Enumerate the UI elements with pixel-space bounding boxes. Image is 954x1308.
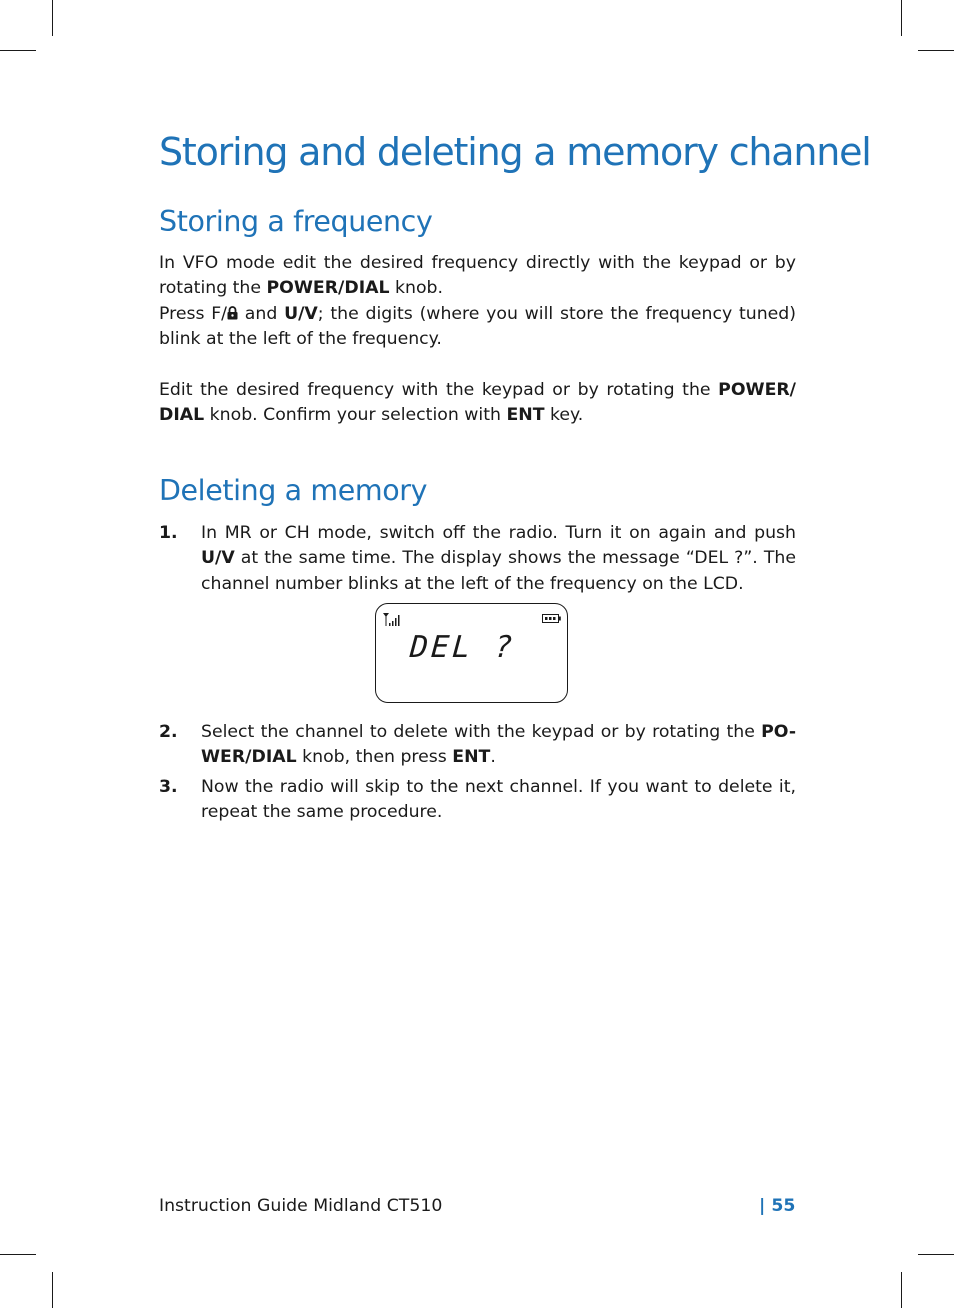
crop-mark xyxy=(918,1254,954,1255)
signal-icon xyxy=(383,613,401,626)
page-title: Storing and deleting a memory channel xyxy=(159,130,871,174)
crop-mark xyxy=(918,50,954,51)
list-item xyxy=(159,775,796,826)
step-number: 3. xyxy=(159,777,178,797)
crop-mark xyxy=(52,0,53,36)
storing-paragraph-3: Edit the desired frequency with the keypad or by rotating the POWER/ DIAL knob. Confirm your selection with ENT key. xyxy=(159,380,796,426)
lock-icon xyxy=(227,306,238,320)
lcd-display xyxy=(375,603,568,703)
crop-mark xyxy=(0,1254,36,1255)
list-item xyxy=(159,521,796,597)
step-text: Now the radio will skip to the next channel. If you want to delete it, repeat the same procedure. xyxy=(201,777,796,823)
crop-mark xyxy=(0,50,36,51)
page-number: | 55 xyxy=(759,1196,796,1216)
storing-heading: Storing a frequency xyxy=(159,205,433,238)
step-text: Select the channel to delete with the keypad or by rotating the PO-WER/DIAL knob, then press ENT. xyxy=(201,722,796,768)
step-number: 2. xyxy=(159,722,178,742)
crop-mark xyxy=(901,1272,902,1308)
lcd-message: DEL ? xyxy=(408,630,517,665)
crop-mark xyxy=(52,1272,53,1308)
battery-icon xyxy=(542,614,561,623)
crop-mark xyxy=(901,0,902,36)
step-number: 1. xyxy=(159,523,178,543)
storing-paragraph-2: Press F/ and U/V; the digits (where you will store the frequency tuned) blink at the left of the frequency. xyxy=(159,304,797,350)
deleting-heading: Deleting a memory xyxy=(159,474,428,507)
storing-paragraph-1: In VFO mode edit the desired frequency directly with the keypad or by rotating the POWER/DIAL knob. xyxy=(159,253,796,299)
step-text: In MR or CH mode, switch off the radio. Turn it on again and push U/V at the same time. The display shows the message “DEL ?”. The channel number blinks at the left of the frequency on the LCD. xyxy=(201,523,796,594)
list-item xyxy=(159,720,796,771)
footer-guide-title: Instruction Guide Midland CT510 xyxy=(159,1196,443,1216)
